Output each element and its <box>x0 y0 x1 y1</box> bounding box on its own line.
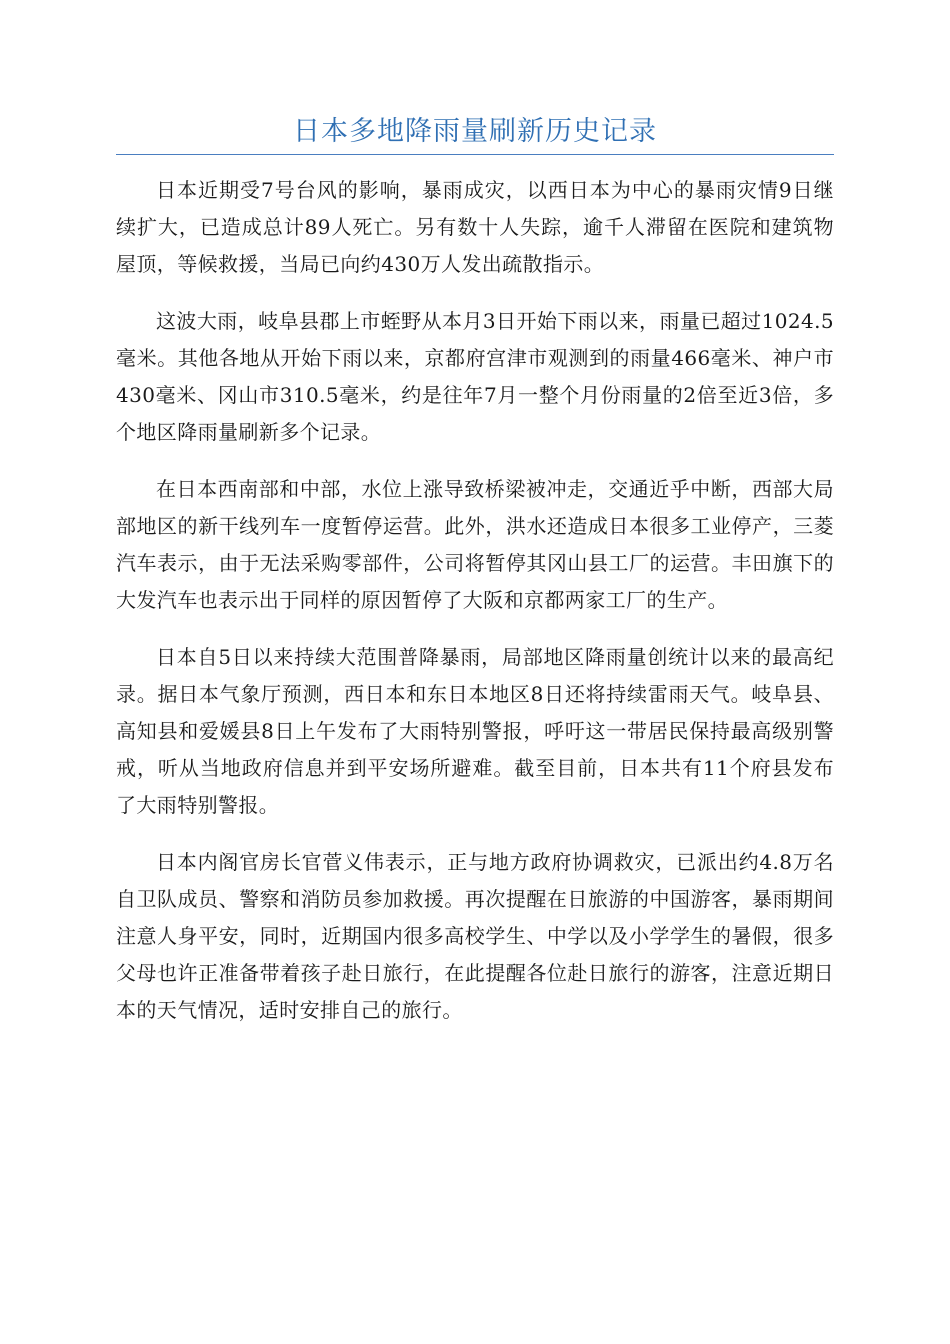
paragraph-4: 日本自5日以来持续大范围普降暴雨，局部地区降雨量创统计以来的最高纪录。据日本气象厅预测，西日本和东日本地区8日还将持续雷雨天气。岐阜县、高知县和爱媛县8日上午发布了大雨特别警报，呼吁这一带居民保持最高级别警戒，听从当地政府信息并到平安场所避难。截至目前，日本共有11个府县发布了大雨特别警报。 <box>116 645 834 817</box>
document-body <box>116 172 834 1049</box>
title-underline <box>116 154 834 155</box>
paragraph-5: 日本内阁官房长官菅义伟表示，正与地方政府协调救灾，已派出约4.8万名自卫队成员、警察和消防员参加救援。再次提醒在日旅游的中国游客，暴雨期间注意人身平安，同时，近期国内很多高校学生、中学以及小学学生的暑假，很多父母也许正准备带着孩子赴日旅行，在此提醒各位赴日旅行的游客，注意近期日本的天气情况，适时安排自己的旅行。 <box>116 850 834 1022</box>
document-title: 日本多地降雨量刷新历史记录 <box>293 116 657 147</box>
paragraph-3: 在日本西南部和中部，水位上涨导致桥梁被冲走，交通近乎中断，西部大局部地区的新干线列车一度暂停运营。此外，洪水还造成日本很多工业停产，三菱汽车表示，由于无法采购零部件，公司将暂停其冈山县工厂的运营。丰田旗下的大发汽车也表示出于同样的原因暂停了大阪和京都两家工厂的生产。 <box>116 477 834 612</box>
paragraph-2: 这波大雨，岐阜县郡上市蛭野从本月3日开始下雨以来，雨量已超过1024.5毫米。其他各地从开始下雨以来，京都府宫津市观测到的雨量466毫米、神户市430毫米、冈山市310.5毫米，约是往年7月一整个月份雨量的2倍至近3倍，多个地区降雨量刷新多个记录。 <box>116 309 834 444</box>
paragraph-1: 日本近期受7号台风的影响，暴雨成灾，以西日本为中心的暴雨灾情9日继续扩大，已造成总计89人死亡。另有数十人失踪，逾千人滞留在医院和建筑物屋顶，等候救援，当局已向约430万人发出疏散指示。 <box>116 178 834 276</box>
